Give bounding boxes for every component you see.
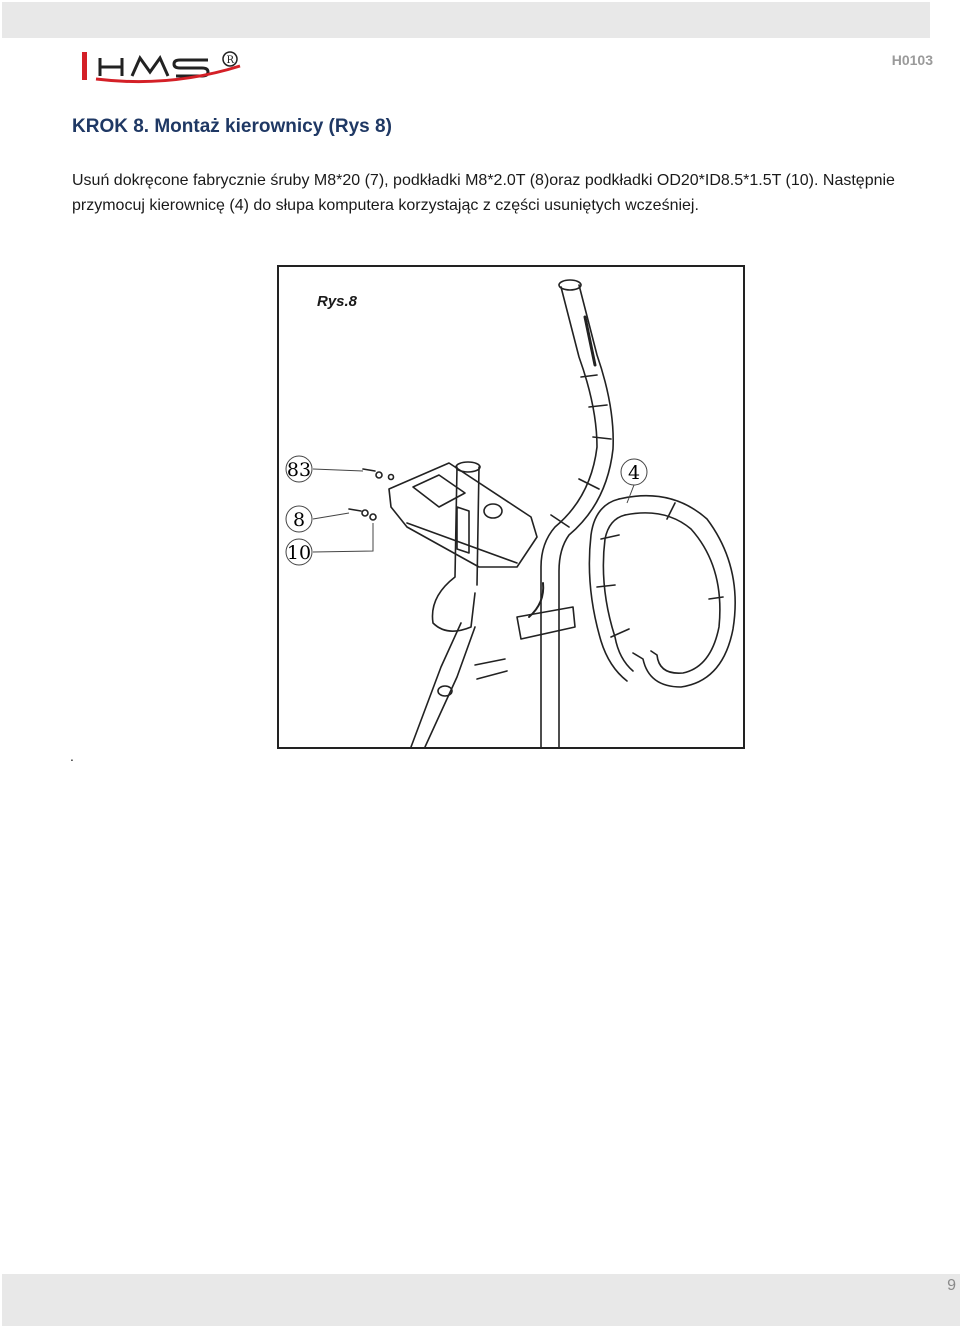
callout-4: 4 — [627, 462, 641, 484]
page-number: 9 — [947, 1277, 956, 1294]
stray-period: . — [70, 748, 74, 764]
header-bar — [2, 2, 930, 38]
step-heading: KROK 8. Montaż kierownicy (Rys 8) — [72, 116, 392, 137]
callout-83: 83 — [286, 459, 312, 481]
footer-bar — [2, 1274, 960, 1326]
assembly-drawing — [279, 267, 743, 747]
callout-8: 8 — [292, 509, 306, 531]
callout-10: 10 — [286, 542, 312, 564]
svg-text:R: R — [226, 55, 235, 66]
assembly-figure — [277, 265, 745, 749]
hms-logo — [80, 48, 250, 84]
model-code: H0103 — [891, 52, 933, 68]
figure-label: Rys.8 — [317, 293, 358, 310]
step-instructions: Usuń dokręcone fabrycznie śruby M8*20 (7), podkładki M8*2.0T (8)oraz podkładki OD20*ID8.5*1.5T (10). Następnie przymocuj kierownicę (4) do słupa komputera korzystając z części usuniętych wcześniej. — [72, 172, 895, 214]
